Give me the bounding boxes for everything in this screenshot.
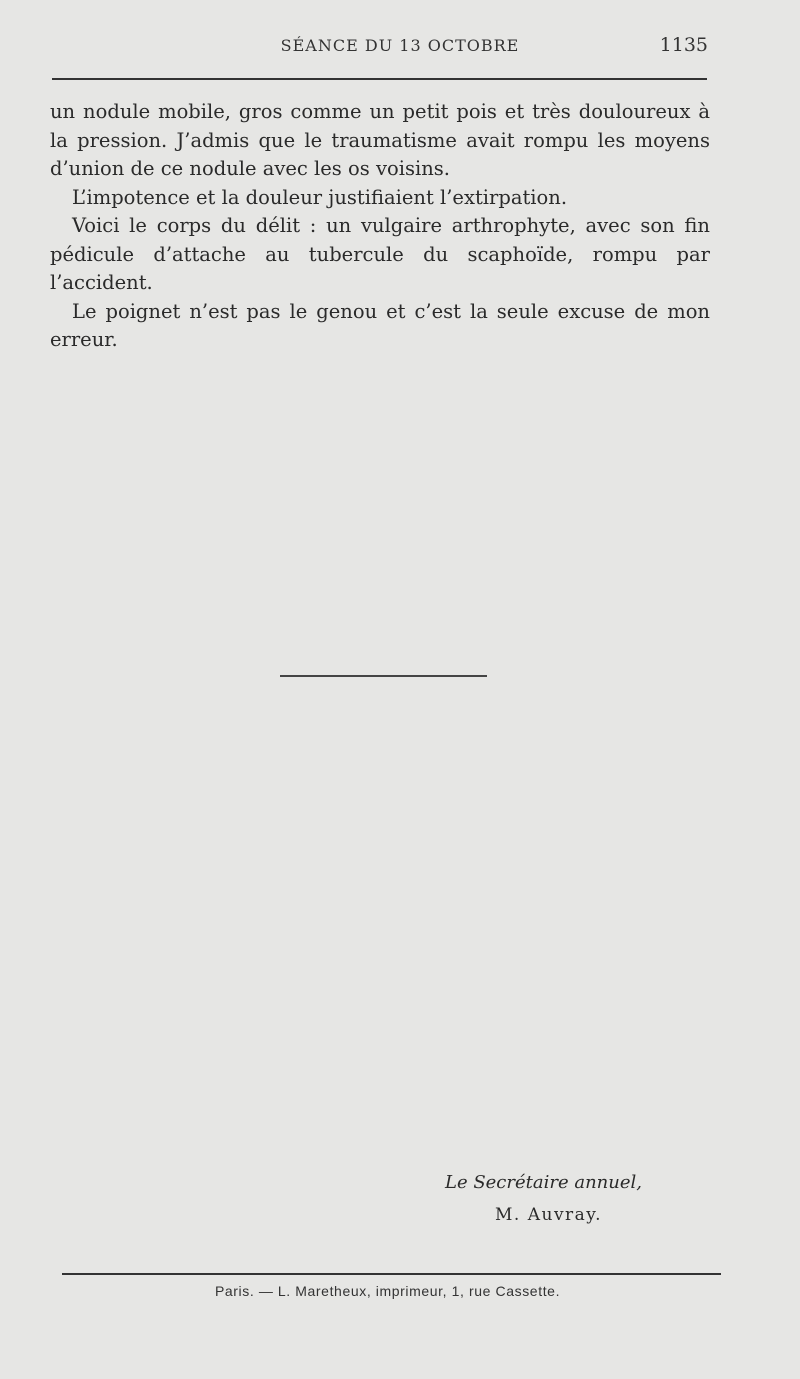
paragraph: Voici le corps du délit : un vulgaire arthrophyte, avec son fin pédicule d’attache au tubercule du scaphoïde, rompu par l’accident. [50,214,710,294]
footer-rule [62,1273,721,1275]
section-divider [280,675,487,677]
paragraph: un nodule mobile, gros comme un petit pois et très douloureux à la pression. J’admis que le traumatisme avait rompu les moyens d’union de ce nodule avec les os voisins. [50,100,710,180]
header-rule [52,78,707,80]
paragraph: Le poignet n’est pas le genou et c’est la seule excuse de mon erreur. [50,299,710,351]
body-text [50,98,710,355]
header-title: SÉANCE DU 13 OCTOBRE [280,36,520,55]
signature-name: M. Auvray. [495,1205,603,1225]
page-number: 1135 [659,34,708,56]
signature-role: Le Secrétaire annuel, [445,1172,642,1193]
printer-imprint: Paris. — L. Maretheux, imprimeur, 1, rue Cassette. [214,1283,561,1299]
paragraph: L’impotence et la douleur justifiaient l’extirpation. [72,185,568,209]
